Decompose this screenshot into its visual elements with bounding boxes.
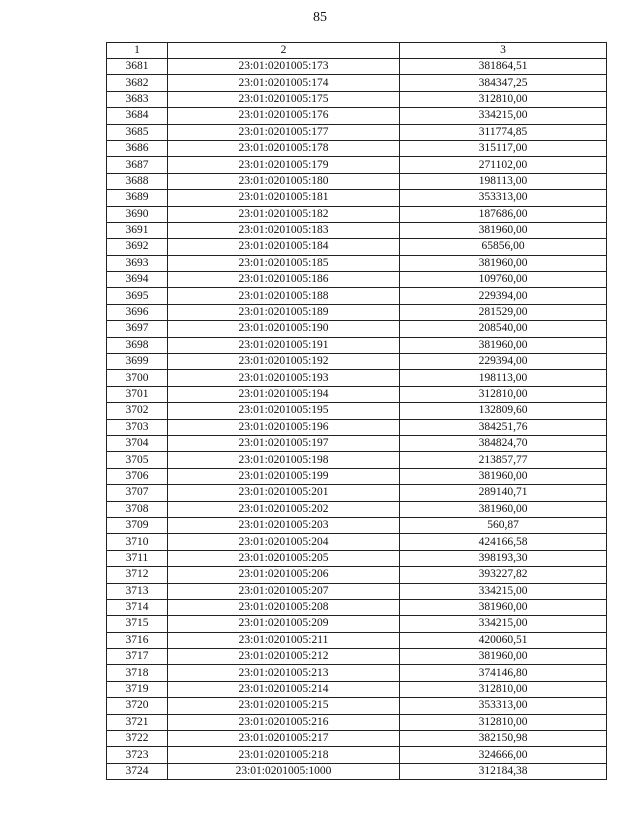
table-row: [107, 321, 607, 337]
table-row: [107, 763, 607, 779]
value-cell: 334215,00: [400, 616, 607, 632]
row-number-cell: 3717: [107, 649, 168, 665]
table-row: [107, 567, 607, 583]
table-row: [107, 140, 607, 156]
value-cell: 381960,00: [400, 255, 607, 271]
row-number-cell: 3714: [107, 599, 168, 615]
table-row: [107, 91, 607, 107]
row-number-cell: 3689: [107, 190, 168, 206]
column-header-2: 2: [168, 43, 400, 59]
table-row: [107, 239, 607, 255]
cadastral-number-cell: 23:01:0201005:180: [168, 173, 400, 189]
table-row: [107, 206, 607, 222]
table-row: [107, 731, 607, 747]
row-number-cell: 3694: [107, 272, 168, 288]
value-cell: 353313,00: [400, 698, 607, 714]
cadastral-number-cell: 23:01:0201005:203: [168, 517, 400, 533]
row-number-cell: 3696: [107, 304, 168, 320]
value-cell: 312810,00: [400, 681, 607, 697]
table-row: [107, 190, 607, 206]
value-cell: 384347,25: [400, 75, 607, 91]
row-number-cell: 3723: [107, 747, 168, 763]
cadastral-number-cell: 23:01:0201005:186: [168, 272, 400, 288]
value-cell: 381960,00: [400, 501, 607, 517]
value-cell: 208540,00: [400, 321, 607, 337]
row-number-cell: 3705: [107, 452, 168, 468]
cadastral-number-cell: 23:01:0201005:181: [168, 190, 400, 206]
row-number-cell: 3695: [107, 288, 168, 304]
data-table: [106, 42, 607, 780]
row-number-cell: 3690: [107, 206, 168, 222]
table-row: [107, 681, 607, 697]
value-cell: 384824,70: [400, 435, 607, 451]
table-row: [107, 698, 607, 714]
column-header-1: 1: [107, 43, 168, 59]
value-cell: 289140,71: [400, 485, 607, 501]
row-number-cell: 3708: [107, 501, 168, 517]
value-cell: 381960,00: [400, 599, 607, 615]
row-number-cell: 3704: [107, 435, 168, 451]
table-row: [107, 501, 607, 517]
table-row: [107, 485, 607, 501]
row-number-cell: 3707: [107, 485, 168, 501]
value-cell: 65856,00: [400, 239, 607, 255]
row-number-cell: 3715: [107, 616, 168, 632]
value-cell: 312810,00: [400, 91, 607, 107]
cadastral-number-cell: 23:01:0201005:194: [168, 386, 400, 402]
cadastral-number-cell: 23:01:0201005:192: [168, 354, 400, 370]
table-row: [107, 288, 607, 304]
table-row: [107, 59, 607, 75]
row-number-cell: 3724: [107, 763, 168, 779]
value-cell: 271102,00: [400, 157, 607, 173]
cadastral-number-cell: 23:01:0201005:198: [168, 452, 400, 468]
cadastral-number-cell: 23:01:0201005:215: [168, 698, 400, 714]
cadastral-number-cell: 23:01:0201005:207: [168, 583, 400, 599]
cadastral-number-cell: 23:01:0201005:216: [168, 714, 400, 730]
cadastral-number-cell: 23:01:0201005:179: [168, 157, 400, 173]
row-number-cell: 3686: [107, 140, 168, 156]
cadastral-number-cell: 23:01:0201005:177: [168, 124, 400, 140]
row-number-cell: 3688: [107, 173, 168, 189]
value-cell: 324666,00: [400, 747, 607, 763]
cadastral-number-cell: 23:01:0201005:206: [168, 567, 400, 583]
row-number-cell: 3697: [107, 321, 168, 337]
value-cell: 398193,30: [400, 550, 607, 566]
table-row: [107, 550, 607, 566]
table-row: [107, 386, 607, 402]
row-number-cell: 3682: [107, 75, 168, 91]
table-row: [107, 419, 607, 435]
row-number-cell: 3718: [107, 665, 168, 681]
value-cell: 312810,00: [400, 386, 607, 402]
cadastral-number-cell: 23:01:0201005:209: [168, 616, 400, 632]
cadastral-number-cell: 23:01:0201005:175: [168, 91, 400, 107]
row-number-cell: 3720: [107, 698, 168, 714]
value-cell: 420060,51: [400, 632, 607, 648]
table-row: [107, 714, 607, 730]
value-cell: 198113,00: [400, 370, 607, 386]
value-cell: 393227,82: [400, 567, 607, 583]
cadastral-number-cell: 23:01:0201005:213: [168, 665, 400, 681]
cadastral-number-cell: 23:01:0201005:174: [168, 75, 400, 91]
cadastral-number-cell: 23:01:0201005:176: [168, 108, 400, 124]
cadastral-number-cell: 23:01:0201005:191: [168, 337, 400, 353]
table-row: [107, 173, 607, 189]
table-row: [107, 124, 607, 140]
cadastral-number-cell: 23:01:0201005:188: [168, 288, 400, 304]
value-cell: 381960,00: [400, 649, 607, 665]
row-number-cell: 3701: [107, 386, 168, 402]
table-row: [107, 517, 607, 533]
table-row: [107, 75, 607, 91]
value-cell: 315117,00: [400, 140, 607, 156]
row-number-cell: 3683: [107, 91, 168, 107]
value-cell: 229394,00: [400, 354, 607, 370]
row-number-cell: 3684: [107, 108, 168, 124]
value-cell: 384251,76: [400, 419, 607, 435]
value-cell: 334215,00: [400, 583, 607, 599]
cadastral-number-cell: 23:01:0201005:211: [168, 632, 400, 648]
value-cell: 353313,00: [400, 190, 607, 206]
row-number-cell: 3711: [107, 550, 168, 566]
table-row: [107, 649, 607, 665]
table-row: [107, 632, 607, 648]
row-number-cell: 3710: [107, 534, 168, 550]
table-row: [107, 747, 607, 763]
value-cell: 381960,00: [400, 222, 607, 238]
cadastral-number-cell: 23:01:0201005:196: [168, 419, 400, 435]
table-header: [107, 43, 607, 59]
value-cell: 213857,77: [400, 452, 607, 468]
value-cell: 374146,80: [400, 665, 607, 681]
cadastral-number-cell: 23:01:0201005:199: [168, 468, 400, 484]
row-number-cell: 3698: [107, 337, 168, 353]
table-row: [107, 616, 607, 632]
column-header-3: 3: [400, 43, 607, 59]
cadastral-number-cell: 23:01:0201005:202: [168, 501, 400, 517]
cadastral-number-cell: 23:01:0201005:195: [168, 403, 400, 419]
row-number-cell: 3719: [107, 681, 168, 697]
table-row: [107, 157, 607, 173]
value-cell: 381864,51: [400, 59, 607, 75]
value-cell: 229394,00: [400, 288, 607, 304]
row-number-cell: 3721: [107, 714, 168, 730]
table-row: [107, 534, 607, 550]
cadastral-number-cell: 23:01:0201005:183: [168, 222, 400, 238]
row-number-cell: 3692: [107, 239, 168, 255]
cadastral-number-cell: 23:01:0201005:190: [168, 321, 400, 337]
table-row: [107, 255, 607, 271]
row-number-cell: 3681: [107, 59, 168, 75]
table-row: [107, 222, 607, 238]
cadastral-number-cell: 23:01:0201005:184: [168, 239, 400, 255]
table-row: [107, 452, 607, 468]
value-cell: 334215,00: [400, 108, 607, 124]
cadastral-number-cell: 23:01:0201005:1000: [168, 763, 400, 779]
cadastral-number-cell: 23:01:0201005:173: [168, 59, 400, 75]
table-row: [107, 468, 607, 484]
value-cell: 198113,00: [400, 173, 607, 189]
row-number-cell: 3699: [107, 354, 168, 370]
row-number-cell: 3702: [107, 403, 168, 419]
table-row: [107, 337, 607, 353]
value-cell: 381960,00: [400, 337, 607, 353]
value-cell: 381960,00: [400, 468, 607, 484]
table-row: [107, 354, 607, 370]
table-row: [107, 665, 607, 681]
cadastral-number-cell: 23:01:0201005:204: [168, 534, 400, 550]
value-cell: 311774,85: [400, 124, 607, 140]
value-cell: 382150,98: [400, 731, 607, 747]
table-row: [107, 599, 607, 615]
row-number-cell: 3700: [107, 370, 168, 386]
table-row: [107, 304, 607, 320]
value-cell: 312810,00: [400, 714, 607, 730]
table-row: [107, 583, 607, 599]
cadastral-number-cell: 23:01:0201005:197: [168, 435, 400, 451]
value-cell: 424166,58: [400, 534, 607, 550]
table-row: [107, 370, 607, 386]
value-cell: 109760,00: [400, 272, 607, 288]
cadastral-number-cell: 23:01:0201005:182: [168, 206, 400, 222]
table-row: [107, 108, 607, 124]
cadastral-number-cell: 23:01:0201005:212: [168, 649, 400, 665]
row-number-cell: 3712: [107, 567, 168, 583]
cadastral-number-cell: 23:01:0201005:178: [168, 140, 400, 156]
table-header-row: [107, 43, 607, 59]
cadastral-number-cell: 23:01:0201005:201: [168, 485, 400, 501]
table-row: [107, 435, 607, 451]
cadastral-number-cell: 23:01:0201005:214: [168, 681, 400, 697]
cadastral-number-cell: 23:01:0201005:208: [168, 599, 400, 615]
value-cell: 187686,00: [400, 206, 607, 222]
row-number-cell: 3713: [107, 583, 168, 599]
cadastral-number-cell: 23:01:0201005:205: [168, 550, 400, 566]
cadastral-number-cell: 23:01:0201005:185: [168, 255, 400, 271]
table-body: [107, 59, 607, 780]
value-cell: 281529,00: [400, 304, 607, 320]
cadastral-number-cell: 23:01:0201005:189: [168, 304, 400, 320]
page-number: 85: [313, 10, 327, 25]
cadastral-number-cell: 23:01:0201005:217: [168, 731, 400, 747]
row-number-cell: 3706: [107, 468, 168, 484]
row-number-cell: 3687: [107, 157, 168, 173]
row-number-cell: 3691: [107, 222, 168, 238]
row-number-cell: 3693: [107, 255, 168, 271]
value-cell: 132809,60: [400, 403, 607, 419]
value-cell: 312184,38: [400, 763, 607, 779]
row-number-cell: 3709: [107, 517, 168, 533]
table-row: [107, 272, 607, 288]
row-number-cell: 3722: [107, 731, 168, 747]
row-number-cell: 3716: [107, 632, 168, 648]
table-row: [107, 403, 607, 419]
cadastral-number-cell: 23:01:0201005:218: [168, 747, 400, 763]
cadastral-number-cell: 23:01:0201005:193: [168, 370, 400, 386]
row-number-cell: 3703: [107, 419, 168, 435]
row-number-cell: 3685: [107, 124, 168, 140]
value-cell: 560,87: [400, 517, 607, 533]
